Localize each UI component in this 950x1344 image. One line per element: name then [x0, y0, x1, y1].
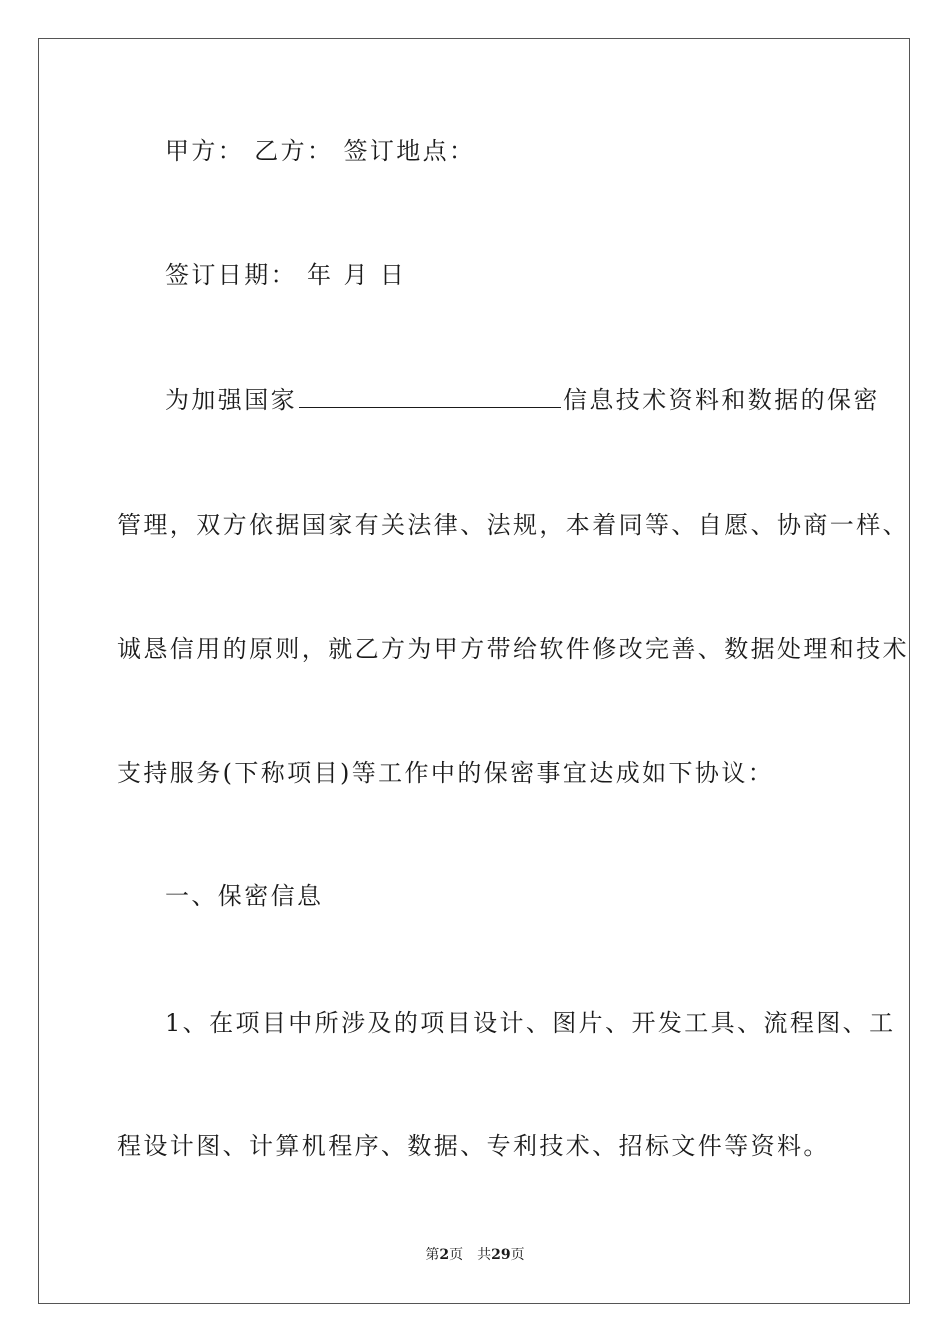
intro-line-1 [165, 385, 880, 415]
item-1-line-1: 1、在项目中所涉及的项目设计、图片、开发工具、流程图、工 [165, 1009, 896, 1037]
intro-prefix: 为加强国家 [165, 386, 297, 414]
intro-line-2: 管理，双方依据国家有关法律、法规，本着同等、自愿、协商一样、 [117, 511, 909, 539]
page-border [38, 38, 910, 1304]
signing-date-line: 签订日期： 年 月 日 [165, 261, 407, 289]
intro-suffix: 信息技术资料和数据的保密 [563, 386, 880, 414]
parties-line: 甲方： 乙方： 签订地点： [165, 137, 476, 165]
intro-line-4: 支持服务(下称项目)等工作中的保密事宜达成如下协议： [117, 759, 775, 787]
page-suffix: 页 [449, 1247, 464, 1263]
page-footer [0, 1246, 950, 1264]
total-prefix: 共 [477, 1247, 492, 1263]
item-1-line-2: 程设计图、计算机程序、数据、专利技术、招标文件等资料。 [117, 1132, 830, 1160]
fill-in-blank [299, 385, 561, 408]
intro-line-3: 诚恳信用的原则，就乙方为甲方带给软件修改完善、数据处理和技术 [117, 635, 909, 663]
total-pages: 29 [491, 1247, 511, 1263]
page-prefix: 第 [425, 1247, 440, 1263]
page-number: 2 [439, 1247, 450, 1263]
total-suffix: 页 [510, 1247, 525, 1263]
section-heading: 一、保密信息 [165, 882, 324, 910]
